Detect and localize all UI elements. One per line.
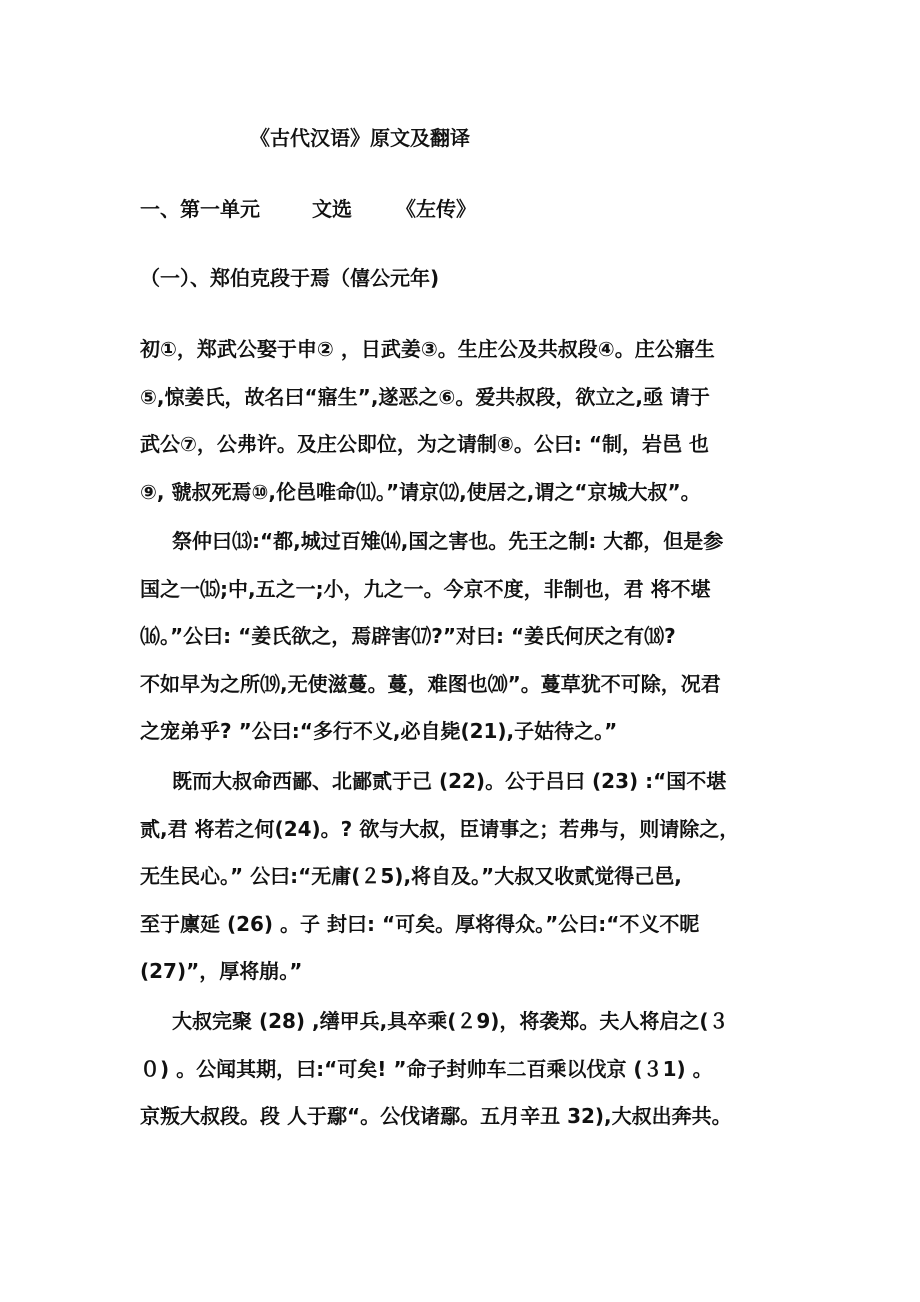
unit-heading <box>140 193 476 222</box>
text-line: ⒃。”公曰: “姜氏欲之，焉辟害⒄?”对曰: “姜氏何厌之有⒅? <box>140 624 676 648</box>
text-line: 不如早为之所⒆,无使滋蔓。蔓，难图也⒇”。蔓草犹不可除，况君 <box>140 671 721 696</box>
text-line: (27)”，厚将崩。” <box>140 959 303 983</box>
text-line: ⑨, 虢叔死焉⑩,伦邑唯命⑾。”请京⑿,使居之,谓之“京城大叔”。 <box>140 479 701 504</box>
text-line: 之宠弟乎? ”公曰:“多行不义,必自毙(21),子姑待之。” <box>140 719 618 743</box>
section-heading: （一）、郑伯克段于焉（僖公元年) <box>140 266 440 290</box>
text-line: ⑤,惊姜氏，故名曰“寤生”,遂恶之⑥。爱共叔段，欲立之,亟 请于 <box>140 384 710 409</box>
paragraph-3 <box>140 758 800 996</box>
unit-number: 一、第一单元 <box>140 197 260 221</box>
text-line: 祭仲曰⒀:“都,城过百雉⒁,国之害也。先王之制: 大都，但是参 <box>172 529 724 553</box>
text-line: 武公⑦，公弗许。及庄公即位，为之请制⑧。公曰: “制，岩邑 也 <box>140 432 709 456</box>
text-line: 至于廪延 (26) 。子 封曰: “可矣。厚将得众。”公曰:“不义不昵 <box>140 911 700 936</box>
paragraph-4 <box>140 998 800 1141</box>
text-line: ０) 。公闻其期，曰:“可矣! ”命子封帅车二百乘以伐京 (３1) 。 <box>140 1056 713 1081</box>
document-title: 《古代汉语》原文及翻译 <box>250 126 470 150</box>
paragraph-1 <box>140 326 800 516</box>
text-line: 无生民心。” 公曰:“无庸(２5),将自及。”大叔又收贰觉得己邑, <box>140 864 682 888</box>
text-line: 初①，郑武公娶于申② ，日武姜③。生庄公及共叔段④。庄公寤生 <box>140 337 715 361</box>
paragraph-2 <box>140 518 800 756</box>
text-line: 贰,君 将若之何(24)。? 欲与大叔，臣请事之；若弗与，则请除之， <box>140 816 740 841</box>
text-line: 国之一⒂;中,五之一;小，九之一。今京不度，非制也，君 将不堪 <box>140 576 711 601</box>
text-line: 京叛大叔段。段 人于鄢“。公伐诸鄢。五月辛丑 32),大叔出奔共。 <box>140 1104 732 1128</box>
text-line: 大叔完聚 (28) ,缮甲兵,具卒乘(２9)，将袭郑。夫人将启之(３ <box>172 1009 729 1033</box>
text-line: 既而大叔命西鄙、北鄙贰于己 (22)。公于吕曰 (23) :“国不堪 <box>172 769 727 793</box>
unit-category: 文选 <box>312 197 352 221</box>
unit-source: 《左传》 <box>396 197 476 221</box>
